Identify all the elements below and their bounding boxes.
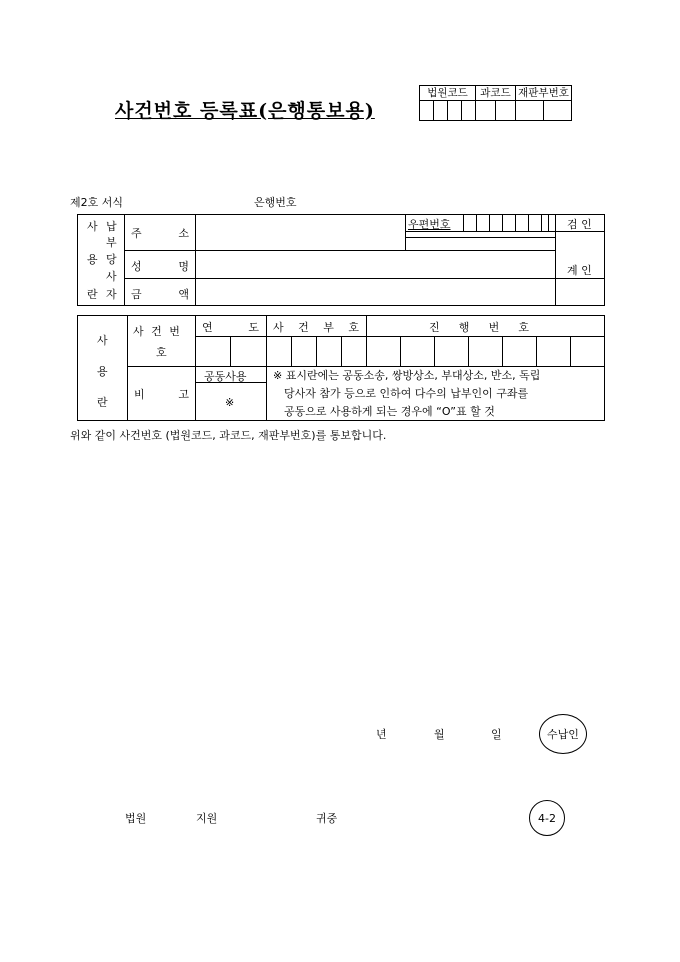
payer-side-label-3: 란 [87,288,98,301]
progress-label-char: 호 [518,321,529,334]
code-box [419,85,572,121]
amount-label-char: 액 [178,288,189,301]
address-label-char: 소 [178,227,189,240]
receipt-stamp: 수납인 [539,714,587,754]
payer-side-label-2: 용 [87,253,98,266]
address-label [125,225,195,241]
case-number-label-1: 사 건 번 [133,325,182,338]
payer-sub-label-5: 자 [106,288,117,301]
case-code-label-char: 건 [298,321,309,334]
name-field[interactable] [197,252,553,277]
dept-code-header: 과코드 [476,86,516,101]
code-cell[interactable] [448,101,462,121]
progress-label-char: 행 [458,321,470,334]
usage-section [77,315,605,421]
payer-sub-label-4: 사 [106,270,117,283]
addressee-label: 귀중 [316,812,338,825]
form-title: 사건번호 등록표(은행통보용) [115,100,375,122]
joint-use-label: 공동사용 [204,370,247,383]
code-cell[interactable] [462,101,476,121]
progress-label-char: 번 [488,321,500,334]
usage-note-line-1: ※ 표시란에는 공동소송, 쌍방상소, 부대상소, 반소, 독립 [273,369,541,382]
usage-side-label-2: 용 [97,365,108,378]
year-label [196,319,265,335]
court-label: 법원 [125,812,147,825]
payer-section [77,214,605,306]
remarks-label-char: 비 [134,388,145,401]
year-label-char: 연 [202,321,213,334]
code-cell[interactable] [544,101,572,121]
case-code-label-char: 사 [273,321,284,334]
cashier-stamp-label: 계 인 [567,264,592,277]
joint-use-mark[interactable]: ※ [225,396,235,409]
code-cell[interactable] [496,101,516,121]
code-cell[interactable] [516,101,544,121]
amount-label [125,286,195,302]
usage-side-label-1: 사 [97,334,108,347]
address-field[interactable] [197,217,403,249]
progress-label-char: 진 [429,321,440,334]
remarks-label-char: 고 [178,388,189,401]
division-number-header: 재판부번호 [516,86,572,101]
amount-field[interactable] [197,280,553,304]
code-cell[interactable] [476,101,496,121]
branch-label: 지원 [196,812,218,825]
name-label-char: 성 [131,260,142,273]
remarks-label [128,386,195,402]
date-month-label: 월 [434,728,445,741]
payer-sub-label-1: 납 [106,220,117,233]
notice-text: 위와 같이 사건번호 (법원코드, 과코드, 재판부번호)를 통보합니다. [70,429,387,442]
case-code-label [267,319,365,335]
form-number: 제2호 서식 [70,196,123,209]
name-label-char: 명 [178,260,189,273]
code-cell[interactable] [434,101,448,121]
inspect-stamp-label: 검 인 [567,218,592,231]
amount-label-char: 금 [131,288,142,301]
progress-number-label [423,319,535,335]
usage-note-line-2: 당사자 참가 등으로 인하여 다수의 납부인이 구좌를 [284,387,529,400]
case-number-label-2: 호 [156,346,167,359]
usage-note-line-3: 공동으로 사용하게 되는 경우에 “O”표 할 것 [284,405,495,418]
postal-code-label: 우편번호 [408,218,451,231]
address-label-char: 주 [131,227,142,240]
date-day-label: 일 [491,728,502,741]
court-code-header: 법원코드 [420,86,476,101]
payer-side-label-1: 사 [87,220,98,233]
usage-side-label-3: 란 [97,396,108,409]
payer-sub-label-3: 당 [106,253,117,266]
year-label-char: 도 [248,321,259,334]
payer-sub-label-2: 부 [106,236,117,249]
name-label [125,258,195,274]
bank-number-label: 은행번호 [254,196,297,209]
page-badge: 4-2 [529,800,565,836]
code-cell[interactable] [420,101,434,121]
case-code-label-char: 호 [348,321,359,334]
case-code-label-char: 부 [323,321,334,334]
date-year-label: 년 [376,728,387,741]
